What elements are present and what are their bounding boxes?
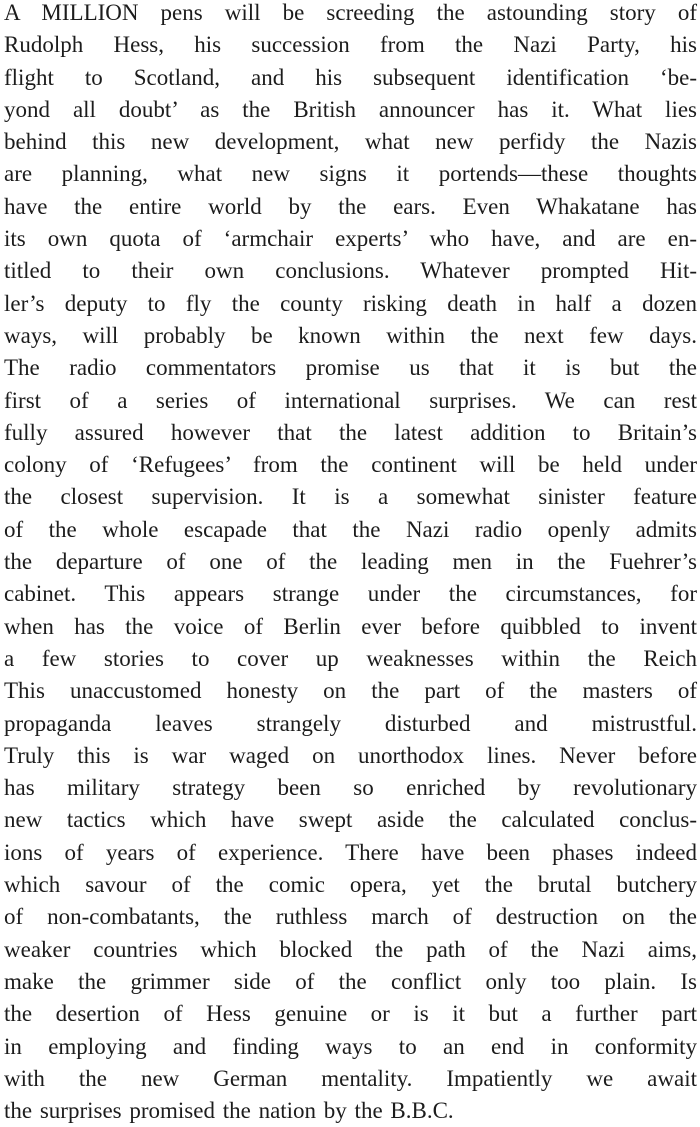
editorial-article [4,0,697,1127]
article-line: ions of years of experience. There have been phases indeed [4,839,697,865]
article-line: yond all doubt’ as the British announcer has it. What lies [4,96,697,122]
article-line: first of a series of international surprises. We can rest [4,387,697,413]
article-line: new tactics which have swept aside the calculated conclus- [4,807,697,833]
article-line: flight to Scotland, and his subsequent identification ‘be- [4,64,697,90]
article-line: ways, will probably be known within the next few days. [4,322,697,348]
article-line: Rudolph Hess, his succession from the Nazi Party, his [4,32,697,58]
article-line: which savour of the comic opera, yet the brutal butchery [4,872,697,898]
article-line: The radio commentators promise us that it is but the [4,355,697,381]
article-line: fully assured however that the latest addition to Britain’s [4,419,697,445]
article-line: in employing and finding ways to an end in conformity [4,1033,697,1059]
article-line: make the grimmer side of the conflict only too plain. Is [4,968,697,994]
article-line: the surprises promised the nation by the B.B.C. [4,1098,454,1124]
article-line: This unaccustomed honesty on the part of the masters of [4,678,697,704]
article-line: titled to their own conclusions. Whatever prompted Hit- [4,258,697,284]
article-line: cabinet. This appears strange under the circumstances, for [4,581,697,607]
article-line: colony of ‘Refugees’ from the continent will be held under [4,452,697,478]
article-line: have the entire world by the ears. Even Whakatane has [4,193,697,219]
article-line: behind this new development, what new perfidy the Nazis [4,129,697,155]
article-line: with the new German mentality. Impatiently we await [4,1065,697,1091]
article-line: has military strategy been so enriched by revolutionary [4,775,697,801]
article-line: ler’s deputy to fly the county risking death in half a dozen [4,290,697,316]
article-line: A MILLION pens will be screeding the astounding story of [4,0,697,25]
article-line: when has the voice of Berlin ever before quibbled to invent [4,613,697,639]
article-line: of the whole escapade that the Nazi radio openly admits [4,516,697,542]
article-line: are planning, what new signs it portends—these thoughts [4,161,697,187]
article-line: its own quota of ‘armchair experts’ who have, and are en- [4,226,697,252]
article-line: of non-combatants, the ruthless march of destruction on the [4,904,697,930]
article-line: weaker countries which blocked the path of the Nazi aims, [4,936,697,962]
article-line: the closest supervision. It is a somewhat sinister feature [4,484,697,510]
article-line: a few stories to cover up weaknesses within the Reich [4,645,697,671]
article-line: the desertion of Hess genuine or is it but a further part [4,1001,697,1027]
article-line: propaganda leaves strangely disturbed and mistrustful. [4,710,697,736]
article-line: Truly this is war waged on unorthodox lines. Never before [4,742,697,768]
article-line: the departure of one of the leading men in the Fuehrer’s [4,549,697,575]
